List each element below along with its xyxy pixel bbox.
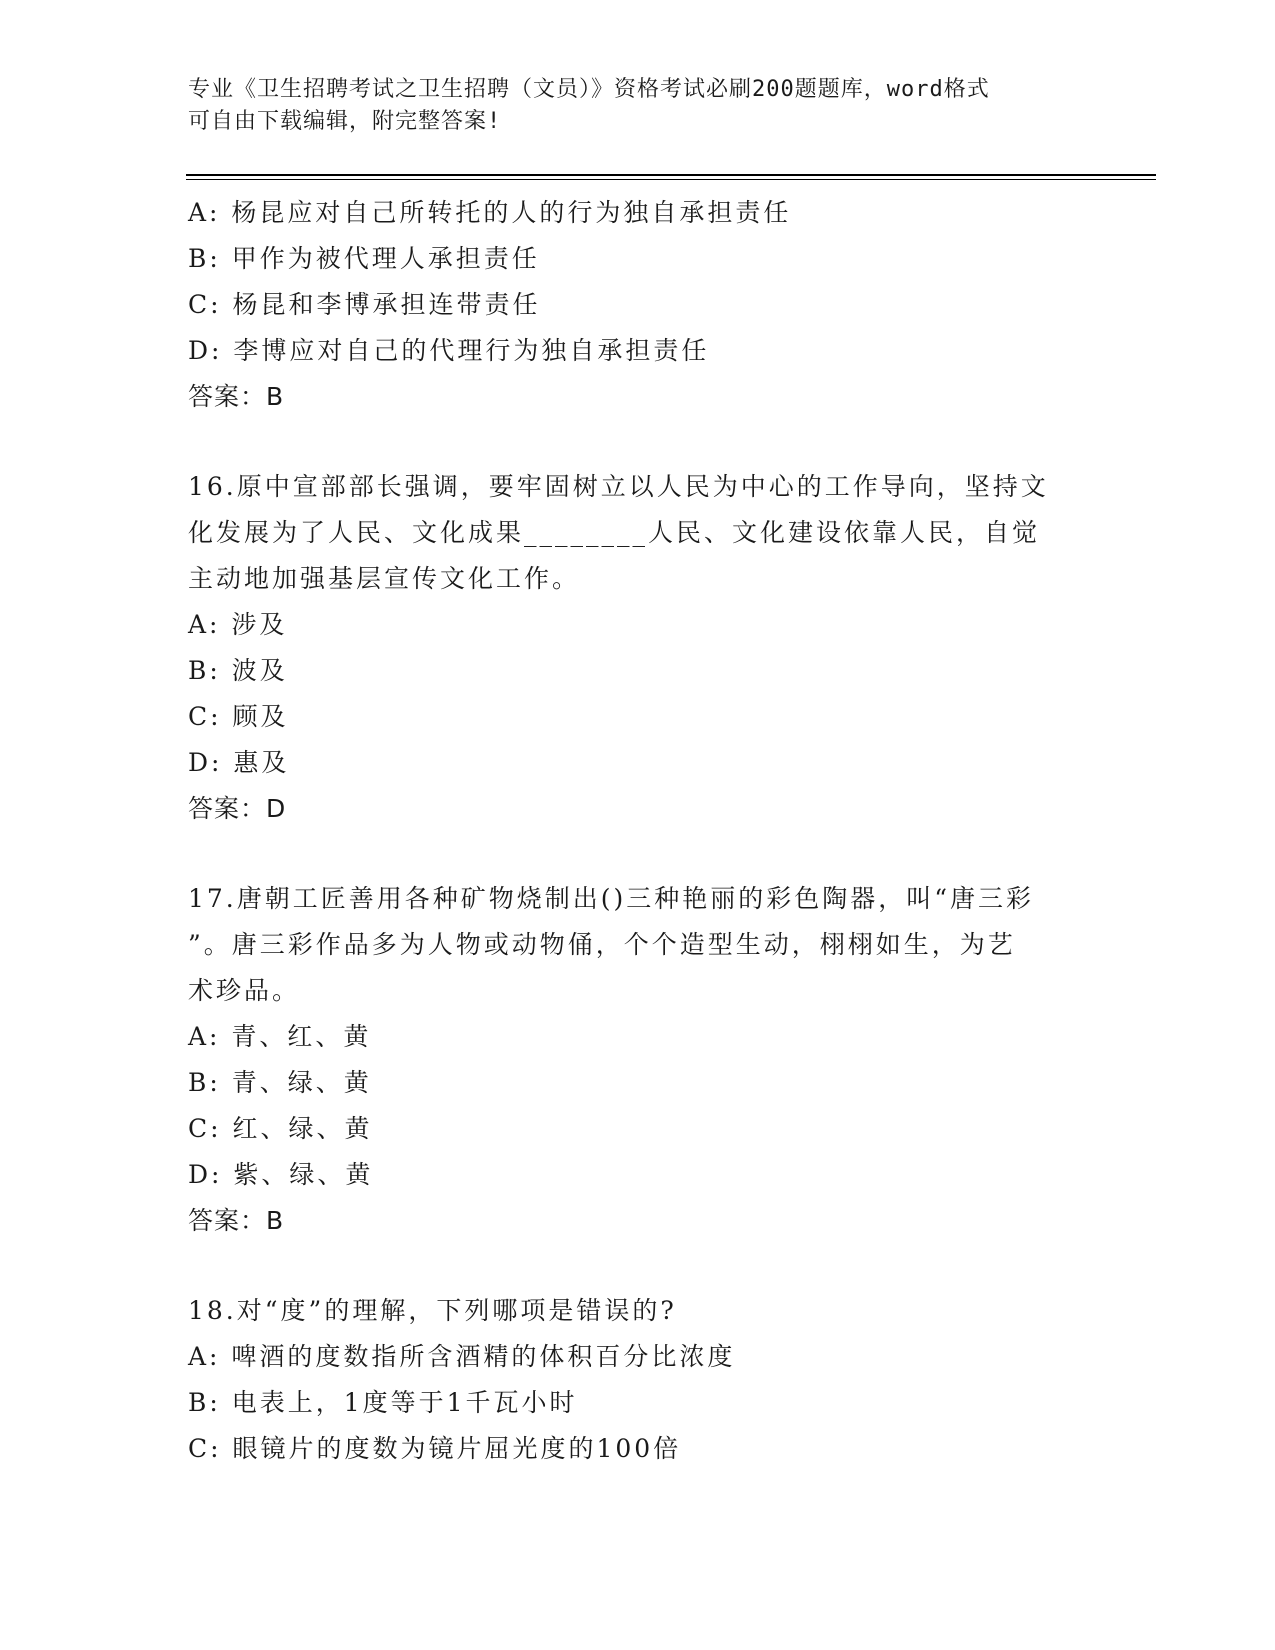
- option-a: A: 杨昆应对自己所转托的人的行为独自承担责任: [188, 198, 792, 227]
- option-c: C: 眼镜片的度数为镜片屈光度的100倍: [188, 1434, 682, 1463]
- question-stem-line: ”。唐三彩作品多为人物或动物俑，个个造型生动，栩栩如生，为艺: [188, 930, 1016, 959]
- option-c: C: 顾及: [188, 702, 289, 731]
- option-b: B: 甲作为被代理人承担责任: [188, 244, 540, 273]
- answer-line: 答案：D: [188, 794, 287, 823]
- answer-line: 答案：B: [188, 382, 285, 411]
- option-b: B: 青、绿、黄: [188, 1068, 372, 1097]
- header-divider-thick: [186, 174, 1156, 176]
- option-c: C: 杨昆和李博承担连带责任: [188, 290, 541, 319]
- option-b: B: 波及: [188, 656, 288, 685]
- question-17: [188, 876, 1088, 1244]
- header-line-1: 专业《卫生招聘考试之卫生招聘（文员）》资格考试必刷200题题库，word格式: [188, 77, 990, 102]
- option-a: A: 啤酒的度数指所含酒精的体积百分比浓度: [188, 1342, 736, 1371]
- answer-line: 答案：B: [188, 1206, 285, 1235]
- option-b: B: 电表上，1度等于1千瓦小时: [188, 1388, 578, 1417]
- question-15: [188, 190, 1088, 420]
- question-18: [188, 1288, 1088, 1472]
- header-line-2: 可自由下载编辑，附完整答案!: [188, 109, 502, 134]
- question-stem-line: 化发展为了人民、文化成果________人民、文化建设依靠人民，自觉: [188, 518, 1041, 547]
- question-stem-line: 16.原中宣部部长强调，要牢固树立以人民为中心的工作导向，坚持文: [188, 472, 1049, 501]
- question-stem-line: 主动地加强基层宣传文化工作。: [188, 564, 581, 593]
- option-d: D: 李博应对自己的代理行为独自承担责任: [188, 336, 710, 365]
- question-stem-line: 17.唐朝工匠善用各种矿物烧制出()三种艳丽的彩色陶器，叫“唐三彩: [188, 884, 1035, 913]
- question-stem-line: 术珍品。: [188, 976, 301, 1005]
- option-a: A: 青、红、黄: [188, 1022, 372, 1051]
- option-d: D: 紫、绿、黄: [188, 1160, 374, 1189]
- option-d: D: 惠及: [188, 748, 290, 777]
- option-a: A: 涉及: [188, 610, 288, 639]
- question-list: [188, 190, 1088, 1472]
- question-16: [188, 464, 1088, 832]
- header-divider-thin: [186, 179, 1156, 180]
- option-c: C: 红、绿、黄: [188, 1114, 373, 1143]
- document-header: [188, 74, 1088, 138]
- question-stem-line: 18.对“度”的理解，下列哪项是错误的?: [188, 1296, 677, 1325]
